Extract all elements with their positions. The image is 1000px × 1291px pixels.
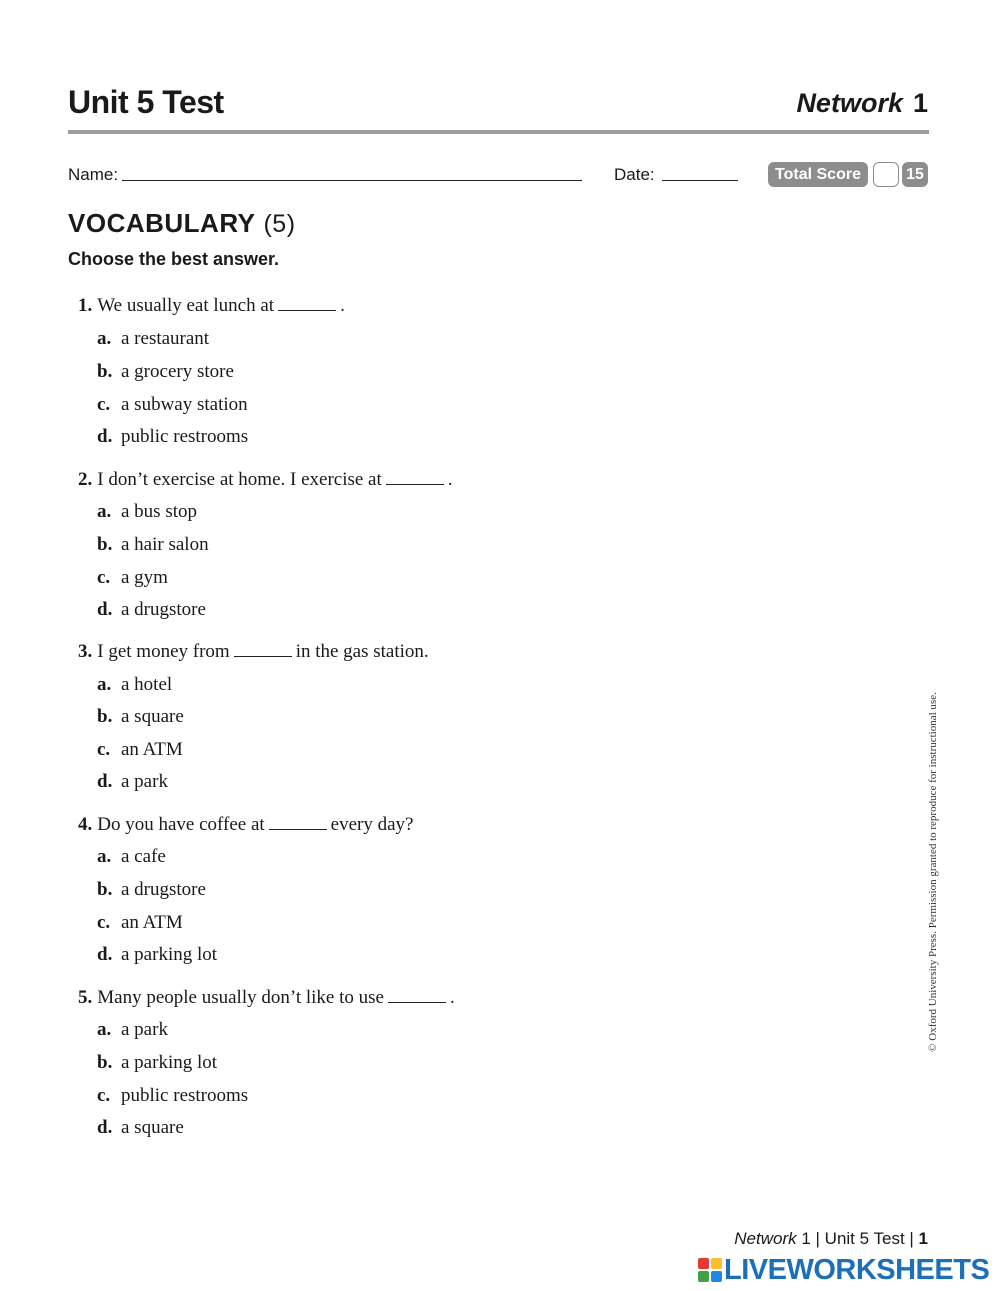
option-letter: b. [97, 534, 113, 555]
option[interactable] [97, 771, 168, 793]
series-number: 1 [912, 88, 928, 118]
header-rule [68, 130, 929, 134]
series-name: Network [796, 88, 903, 118]
date-field-line[interactable] [662, 180, 738, 181]
question-3 [78, 641, 429, 663]
question-text: Do you have coffee at [97, 814, 265, 835]
option-text: a drugstore [121, 879, 206, 900]
total-score-box[interactable] [873, 162, 899, 187]
footer-series: Network [734, 1229, 797, 1248]
option-text: an ATM [121, 912, 183, 933]
option[interactable] [97, 706, 184, 728]
question-4 [78, 814, 413, 836]
question-1 [78, 295, 345, 317]
total-score-label: Total Score [768, 162, 868, 187]
option[interactable] [97, 534, 209, 556]
answer-blank[interactable] [278, 296, 336, 311]
test-title: Unit 5 Test [68, 84, 224, 120]
option-letter: b. [97, 361, 113, 382]
date-label: Date: [614, 165, 655, 184]
page-number: 1 [918, 1229, 928, 1248]
option[interactable] [97, 1019, 168, 1041]
question-text: We usually eat lunch at [97, 295, 275, 316]
option-text: a hotel [121, 674, 173, 695]
option[interactable] [97, 599, 206, 621]
question-text: Many people usually don’t like to use [97, 987, 384, 1008]
footer-text: 1 | Unit 5 Test | [796, 1229, 919, 1248]
option-letter: c. [97, 739, 111, 760]
option[interactable] [97, 426, 248, 448]
option[interactable] [97, 501, 197, 523]
option-letter: a. [97, 1019, 112, 1040]
section-heading [68, 208, 296, 239]
question-number: 2. [78, 469, 93, 490]
name-label: Name: [68, 165, 119, 184]
option[interactable] [97, 674, 172, 696]
section-title: VOCABULARY [68, 208, 256, 238]
option-letter: c. [97, 912, 111, 933]
option-letter: d. [97, 599, 113, 620]
option[interactable] [97, 944, 217, 966]
question-2 [78, 469, 453, 491]
name-field-line[interactable] [122, 180, 582, 181]
option-letter: d. [97, 771, 113, 792]
option-text: public restrooms [121, 426, 249, 447]
option-text: a gym [121, 567, 168, 588]
answer-blank[interactable] [386, 470, 444, 485]
option-letter: b. [97, 879, 113, 900]
option[interactable] [97, 361, 234, 383]
question-text-end: . [449, 987, 455, 1008]
option[interactable] [97, 328, 209, 350]
option-text: a restaurant [121, 328, 210, 349]
option[interactable] [97, 567, 168, 589]
option-text: a subway station [121, 394, 248, 415]
instruction: Choose the best answer. [68, 249, 280, 269]
option[interactable] [97, 879, 206, 901]
option-text: public restrooms [121, 1085, 249, 1106]
liveworksheets-logo-icon [698, 1258, 722, 1282]
option-text: a grocery store [121, 361, 234, 382]
question-number: 4. [78, 814, 93, 835]
option[interactable] [97, 1085, 248, 1107]
option-text: a park [121, 771, 168, 792]
answer-blank[interactable] [388, 988, 446, 1003]
answer-blank[interactable] [269, 815, 327, 830]
permission-notice: © Oxford University Press. Permission granted to reproduce for instructional use. [927, 692, 939, 1052]
option-text: a cafe [121, 846, 166, 867]
page-footer [734, 1229, 928, 1249]
option-letter: d. [97, 1117, 113, 1138]
option[interactable] [97, 846, 166, 868]
question-text-end: . [447, 469, 453, 490]
question-number: 3. [78, 641, 93, 662]
option[interactable] [97, 394, 248, 416]
option-letter: a. [97, 846, 112, 867]
option-letter: d. [97, 944, 113, 965]
option-letter: b. [97, 706, 113, 727]
question-text-end: . [340, 295, 345, 316]
option-text: a parking lot [121, 1052, 218, 1073]
total-score-max: 15 [902, 162, 928, 187]
option[interactable] [97, 739, 183, 761]
option-text: a square [121, 706, 184, 727]
option-letter: a. [97, 328, 112, 349]
option-letter: a. [97, 674, 112, 695]
question-5 [78, 987, 455, 1009]
question-number: 5. [78, 987, 93, 1008]
option-text: a parking lot [121, 944, 218, 965]
question-text: I get money from [97, 641, 230, 662]
answer-blank[interactable] [234, 642, 292, 657]
option-text: a park [121, 1019, 168, 1040]
option-letter: d. [97, 426, 113, 447]
section-points: (5) [263, 210, 296, 238]
option[interactable] [97, 912, 183, 934]
option-letter: b. [97, 1052, 113, 1073]
option-letter: c. [97, 567, 111, 588]
question-number: 1. [78, 295, 93, 316]
option-letter: a. [97, 501, 112, 522]
question-text-end: in the gas station. [295, 641, 429, 662]
option[interactable] [97, 1117, 184, 1139]
option-letter: c. [97, 394, 111, 415]
option-text: a bus stop [121, 501, 197, 522]
option[interactable] [97, 1052, 217, 1074]
liveworksheets-text: LIVEWORKSHEETS [724, 1254, 990, 1286]
option-text: a drugstore [121, 599, 206, 620]
series-label [796, 88, 928, 119]
question-text-end: every day? [330, 814, 414, 835]
option-text: a hair salon [121, 534, 209, 555]
question-text: I don’t exercise at home. I exercise at [97, 469, 382, 490]
option-text: a square [121, 1117, 184, 1138]
option-letter: c. [97, 1085, 111, 1106]
option-text: an ATM [121, 739, 183, 760]
